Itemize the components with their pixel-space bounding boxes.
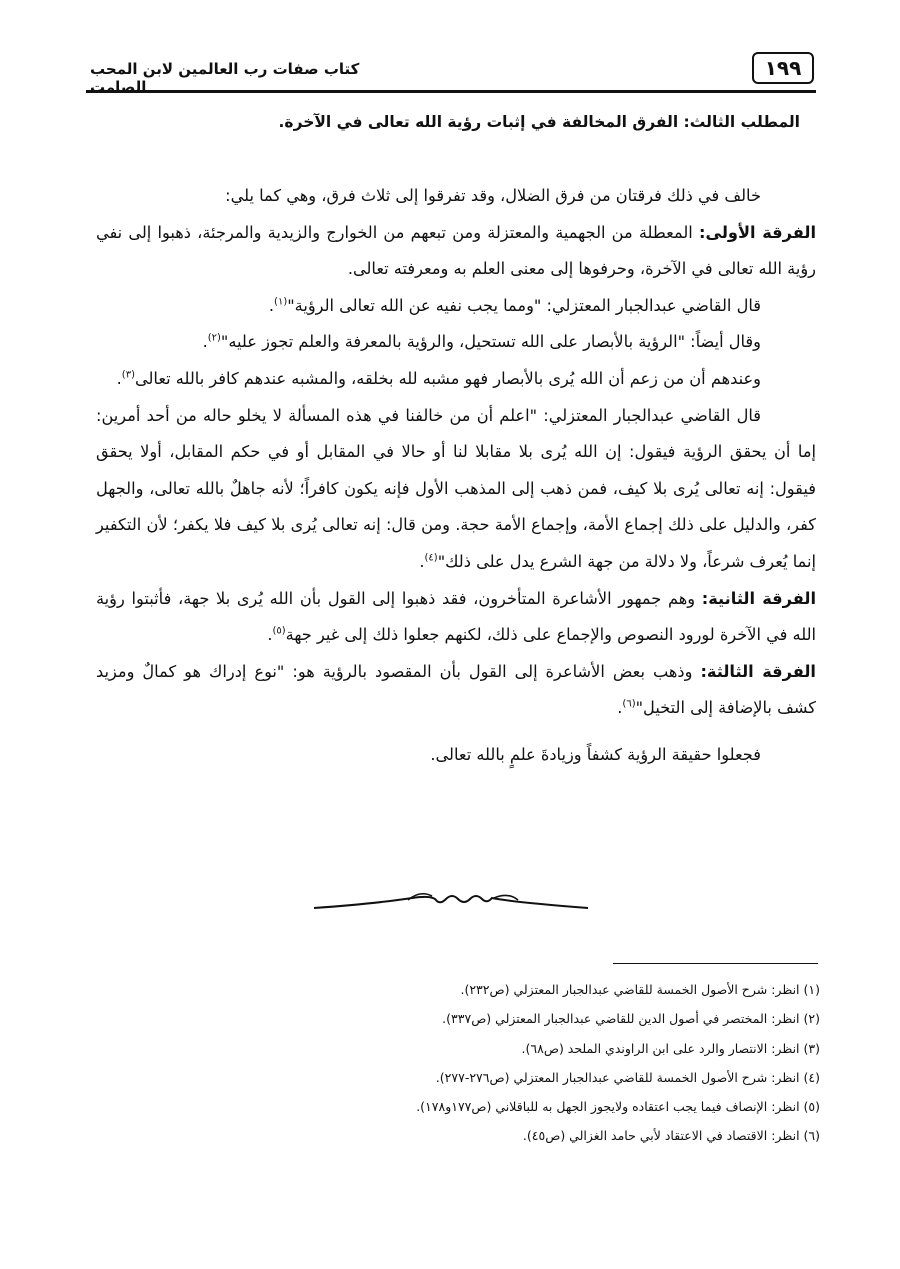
paragraph-intro: خالف في ذلك فرقتان من فرق الضلال، وقد تفرقوا إلى ثلاث فرق، وهي كما يلي: xyxy=(225,186,761,205)
footnote-5: (٥) انظر: الإنصاف فيما يجب اعتقاده ولايجوز الجهل به للباقلاني (ص١٧٧و١٧٨). xyxy=(416,1099,820,1115)
main-text xyxy=(96,178,816,774)
first-sect-label: الفرقة الأولى: xyxy=(698,222,817,242)
ornament-divider-icon xyxy=(312,886,590,916)
footnote-4: (٤) انظر: شرح الأصول الخمسة للقاضي عبدالجبار المعتزلي (ص٢٧٦-٢٧٧). xyxy=(435,1069,820,1085)
second-sect-label: الفرقة الثانية: xyxy=(701,588,816,608)
footnote-6: (٦) انظر: الاقتصاد في الاعتقاد لأبي حامد الغزالي (ص٤٥). xyxy=(522,1128,820,1144)
paragraph-second-sect xyxy=(96,581,816,654)
footnote-3: (٣) انظر: الانتصار والرد على ابن الراوندي الملحد (ص٦٨). xyxy=(521,1040,820,1056)
page-number-text: ١٩٩ xyxy=(764,56,802,80)
second-sect-text: وهم جمهور الأشاعرة المتأخرون، فقد ذهبوا إلى القول بأن الله يُرى بلا جهة، فأثبتوا رؤية الله في الآخرة لورود النصوص والإجماع على ذلك، لكنهم جعلوا ذلك إلى غير جهة xyxy=(96,588,816,645)
second-sect-end: . xyxy=(267,625,273,645)
third-sect-text: وذهب بعض الأشاعرة إلى القول بأن المقصود بالرؤية هو: "نوع إدراك هو كمالٌ ومزيد كشف بالإضافة إلى التخيل" xyxy=(96,661,816,718)
quote-2-text: وقال أيضاً: "الرؤية بالأبصار على الله تستحيل، والرؤية بالمعرفة والعلم تجوز عليه" xyxy=(220,332,761,352)
running-title: كتاب صفات رب العالمين لابن المحب الصامت xyxy=(90,60,360,96)
page-number xyxy=(752,52,814,84)
paragraph-quote-1 xyxy=(96,288,816,325)
footnote-ref-5[interactable]: (٥) xyxy=(272,625,286,637)
section-heading: المطلب الثالث: الفرق المخالفة في إثبات رؤية الله تعالى في الآخرة. xyxy=(278,113,800,131)
paragraph-quote-3 xyxy=(96,398,816,581)
quote-2-end: . xyxy=(202,332,208,352)
third-sect-label: الفرقة الثالثة: xyxy=(700,661,816,681)
footnote-ref-3[interactable]: (٣) xyxy=(121,369,135,381)
quote-3-end: . xyxy=(419,551,425,571)
quote-3-text: قال القاضي عبدالجبار المعتزلي: "اعلم أن من خالفنا في هذه المسألة لا يخلو حاله من أحد أمرين: إما أن يحقق الرؤية فيقول: إن الله يُرى بلا مقابلا لنا أو حالا في المقابل أو في حكم المقابل، أولا يحقق فيقول: إنه تعالى يُرى بلا كيف، فمن ذهب إلى المذهب الأول فإنه يكون كافراً؛ لأنه جاهلٌ بالله تعالى، والجهل كفر، والدليل على ذلك إجماع الأمة، وإجماع الأمة حجة. ومن قال: إنه تعالى يُرى بلا كيف فلا يكفر؛ لأن التكفير إنما يُعرف شرعاً، ولا دلالة من جهة الشرع يدل على ذلك" xyxy=(96,405,816,571)
footnote-ref-6[interactable]: (٦) xyxy=(622,698,636,710)
tashbih-end: . xyxy=(116,368,122,388)
footnote-ref-2[interactable]: (٢) xyxy=(207,332,221,344)
footnote-ref-1[interactable]: (١) xyxy=(274,296,288,308)
tashbih-text: وعندهم أن من زعم أن الله يُرى بالأبصار فهو مشبه لله بخلقه، والمشبه عندهم كافر بالله تعالى xyxy=(134,368,761,388)
paragraph-first-sect xyxy=(96,215,816,288)
quote-1-end: . xyxy=(268,295,275,315)
paragraph-third-sect xyxy=(96,654,816,727)
header-divider xyxy=(86,90,816,93)
footnote-divider xyxy=(613,963,818,964)
paragraph-quote-2 xyxy=(96,324,816,361)
paragraph-conclusion: فجعلوا حقيقة الرؤية كشفاً وزيادةَ علمٍ بالله تعالى. xyxy=(430,744,761,764)
quote-1-text: قال القاضي عبدالجبار المعتزلي: "ومما يجب نفيه عن الله تعالى الرؤية" xyxy=(287,295,761,315)
paragraph-tashbih xyxy=(96,361,816,398)
third-sect-end: . xyxy=(617,698,623,718)
footnote-1: (١) انظر: شرح الأصول الخمسة للقاضي عبدالجبار المعتزلي (ص٢٣٢). xyxy=(460,982,820,997)
footnote-ref-4[interactable]: (٤) xyxy=(424,552,438,564)
first-sect-text: المعطلة من الجهمية والمعتزلة ومن تبعهم من الخوارج والزيدية والمرجئة، ذهبوا إلى نفي رؤية الله تعالى في الآخرة، وحرفوها إلى معنى العلم به ومعرفته تعالى. xyxy=(96,222,816,279)
footnote-2: (٢) انظر: المختصر في أصول الدين للقاضي عبدالجبار المعتزلي (ص٣٣٧). xyxy=(442,1011,820,1027)
footnotes xyxy=(180,975,820,1151)
